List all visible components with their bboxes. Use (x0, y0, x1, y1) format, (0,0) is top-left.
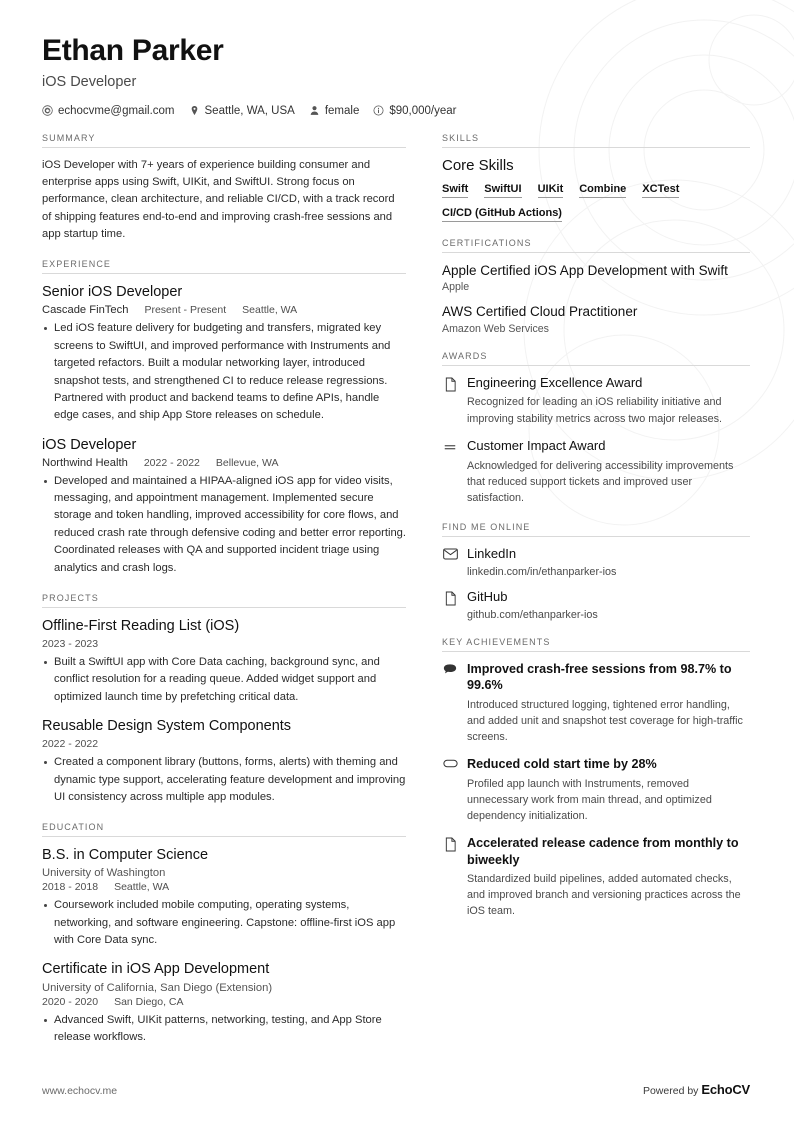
certification-name: Apple Certified iOS App Development with Swift (442, 262, 728, 278)
project-dates-line (42, 638, 406, 650)
experience-company: Northwind Health (42, 456, 128, 469)
certification-issuer: Apple (442, 281, 470, 294)
section-key-achievements (442, 637, 750, 919)
award-item (442, 438, 750, 506)
skill-chip: CI/CD (GitHub Actions) (442, 207, 562, 222)
document-icon (442, 837, 458, 919)
project-item (42, 717, 406, 806)
list-item: Built a SwiftUI app with Core Data caching, background sync, and conflict resolution for a reading queue. Added widget support and optimized launch time by prefetching critical data. (42, 654, 406, 706)
achievement-desc: Standardized build pipelines, added automated checks, and improved branch and versioning practices across the iOS team. (467, 873, 741, 918)
left-column (42, 133, 434, 1063)
achievement-desc: Profiled app launch with Instruments, removed unnecessary work from main thread, and optimized dependency initialization. (467, 777, 712, 823)
page-footer (42, 1082, 750, 1097)
achievement-item (442, 756, 750, 824)
list-item: Developed and maintained a HIPAA-aligned iOS app for video visits, messaging, and appointment management. Implemented secure storage and token handling, improved accessibility for core flows, and reduced crash rate through defensive coding and better error reporting. Coordinated releases with QA and supported incident triage using analytics and crash logs. (42, 473, 406, 577)
contact-salary-value: $90,000/year (389, 104, 457, 117)
contact-location (189, 105, 295, 117)
experience-meta (42, 304, 406, 316)
education-dates: 2020 - 2020 (42, 995, 99, 1008)
project-dates: 2022 - 2022 (42, 738, 99, 751)
contact-location-value: Seattle, WA, USA (204, 104, 295, 117)
achievement-desc: Introduced structured logging, tightened error handling, and added unit and snapshot test coverage for high-traffic screens. (467, 698, 743, 744)
award-desc: Acknowledged for delivering accessibility improvements that reduced support tickets and improved user satisfaction. (467, 459, 734, 505)
certification-name: AWS Certified Cloud Practitioner (442, 304, 638, 320)
award-name: Customer Impact Award (467, 437, 606, 453)
rounded-rect-icon (442, 758, 458, 824)
experience-item (42, 436, 406, 577)
education-section-title: EDUCATION (42, 822, 406, 837)
achievements-section-title: KEY ACHIEVEMENTS (442, 637, 750, 652)
education-location: San Diego, CA (114, 995, 184, 1008)
project-bullets (42, 654, 406, 706)
certification-issuer: Amazon Web Services (442, 322, 549, 335)
skill-chip: Swift (442, 183, 468, 198)
header-role: iOS Developer (42, 73, 137, 90)
education-bullets (42, 1012, 406, 1047)
contact-row (42, 105, 750, 117)
location-pin-icon (189, 105, 200, 116)
education-dates-line (42, 881, 406, 893)
list-item: Coursework included mobile computing, operating systems, networking, and software engineering. Capstone: offline-first iOS app with Core Data sync. (42, 897, 406, 949)
document-icon (442, 591, 458, 621)
section-certifications (442, 238, 750, 335)
skills-section-title: SKILLS (442, 133, 750, 148)
section-education (42, 822, 406, 1046)
online-url[interactable]: github.com/ethanparker-ios (467, 609, 598, 622)
section-awards (442, 351, 750, 507)
experience-company: Cascade FinTech (42, 304, 129, 317)
projects-section-title: PROJECTS (42, 593, 406, 608)
section-projects (42, 593, 406, 806)
education-degree: Certificate in iOS App Development (42, 961, 270, 978)
education-bullets (42, 897, 406, 949)
education-school: University of California, San Diego (Extension) (42, 981, 273, 994)
list-item: Led iOS feature delivery for budgeting and transfers, migrated key screens to SwiftUI, and improved performance with Instruments and targeted refactors. Built a modular networking layer, introduced snapshot tests, and strengthened CI to reduce release regressions. Partnered with product and backend teams to define APIs, handle edge cases, and ship App Store releases on schedule. (42, 320, 406, 424)
email-icon (42, 105, 53, 116)
experience-bullets (42, 473, 406, 577)
award-item (442, 375, 750, 427)
education-dates: 2018 - 2018 (42, 881, 99, 894)
document-icon (442, 377, 458, 427)
achievement-item (442, 661, 750, 745)
chat-bubble-icon (442, 663, 458, 745)
online-name[interactable]: GitHub (467, 589, 508, 605)
footer-brand-name: EchoCV (701, 1082, 750, 1097)
skills-chip-list (442, 183, 750, 222)
equals-icon (442, 440, 458, 506)
envelope-icon (442, 548, 458, 578)
experience-dates: Present - Present (144, 304, 227, 317)
contact-gender-value: female (324, 104, 360, 117)
contact-salary (373, 105, 456, 117)
achievement-name: Reduced cold start time by 28% (467, 757, 657, 772)
project-item (42, 617, 406, 706)
experience-role: iOS Developer (42, 436, 137, 453)
education-school: University of Washington (42, 867, 166, 880)
experience-bullets (42, 320, 406, 424)
footer-brand (643, 1082, 750, 1097)
experience-dates: 2022 - 2022 (143, 456, 200, 469)
experience-item (42, 283, 406, 424)
page-title: Ethan Parker (42, 34, 224, 67)
section-summary (42, 133, 406, 244)
skills-group-title: Core Skills (442, 156, 514, 174)
skill-chip: Combine (579, 183, 626, 198)
project-dates-line (42, 738, 406, 750)
skill-chip: XCTest (642, 183, 679, 198)
skill-chip: UIKit (538, 183, 564, 198)
resume-header (42, 34, 750, 117)
education-item (42, 960, 406, 1046)
right-column (434, 133, 750, 936)
award-desc: Recognized for leading an iOS reliability initiative and improving stability metrics across two major releases. (467, 396, 723, 425)
certifications-section-title: CERTIFICATIONS (442, 238, 750, 253)
experience-section-title: EXPERIENCE (42, 259, 406, 274)
footer-powered-by: Powered by (642, 1085, 699, 1097)
info-circle-icon (373, 105, 384, 116)
project-dates: 2023 - 2023 (42, 637, 99, 650)
skill-chip: SwiftUI (484, 183, 521, 198)
award-name: Engineering Excellence Award (467, 374, 643, 390)
achievement-name: Accelerated release cadence from monthly to biweekly (467, 836, 739, 867)
project-name: Offline-First Reading List (iOS) (42, 617, 240, 634)
contact-email-value: echocvme@gmail.com (58, 104, 175, 117)
footer-website[interactable]: www.echocv.me (42, 1085, 118, 1097)
experience-meta (42, 457, 406, 469)
person-icon (309, 105, 320, 116)
education-degree: B.S. in Computer Science (42, 847, 209, 864)
online-section-title: FIND ME ONLINE (442, 522, 750, 537)
list-item: Advanced Swift, UIKit patterns, networking, testing, and App Store release workflows. (42, 1012, 406, 1047)
section-find-me-online (442, 522, 750, 621)
experience-role: Senior iOS Developer (42, 284, 183, 301)
education-dates-line (42, 996, 406, 1008)
section-skills (442, 133, 750, 222)
experience-location: Bellevue, WA (215, 456, 279, 469)
online-url[interactable]: linkedin.com/in/ethanparker-ios (467, 566, 617, 579)
awards-section-title: AWARDS (442, 351, 750, 366)
project-bullets (42, 754, 406, 806)
certification-item (442, 262, 750, 294)
project-name: Reusable Design System Components (42, 718, 292, 735)
achievement-item (442, 835, 750, 919)
contact-gender (309, 105, 360, 117)
achievement-name: Improved crash-free sessions from 98.7% to 99.6% (467, 662, 732, 693)
online-item-linkedin[interactable] (442, 546, 750, 578)
list-item: Created a component library (buttons, forms, alerts) with theming and dynamic type support, accelerating feature development and improving UI consistency across multiple app modules. (42, 754, 406, 806)
education-item (42, 846, 406, 949)
summary-section-title: SUMMARY (42, 133, 406, 148)
section-experience (42, 259, 406, 577)
contact-email (42, 105, 175, 117)
online-name[interactable]: LinkedIn (467, 546, 517, 562)
education-location: Seattle, WA (114, 881, 170, 894)
experience-location: Seattle, WA (242, 304, 298, 317)
summary-text: iOS Developer with 7+ years of experience building consumer and enterprise apps using Swift, UIKit, and SwiftUI. Strong focus on performance, clean architecture, and reliable CI/CD, with a track record of shipping features end-to-end and improving crash-free sessions and app startup time. (42, 158, 395, 240)
certification-item (442, 303, 750, 335)
online-item-github[interactable] (442, 589, 750, 621)
